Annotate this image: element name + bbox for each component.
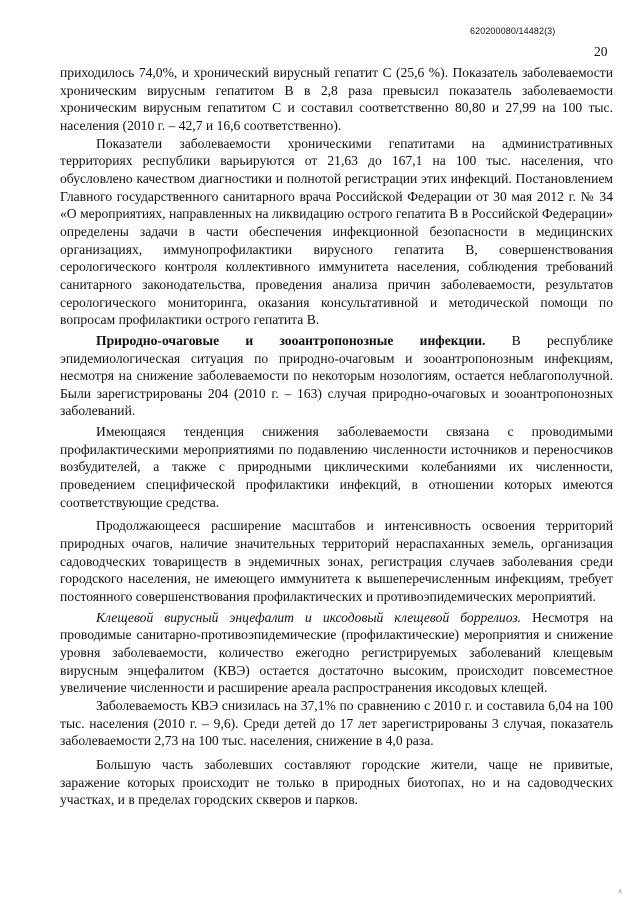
paragraph-text: Большую часть заболевших составляют городские жители, чаще не привитые, заражение которых происходит не только в природных биотопах, но и на садоводческих участках, и в пределах городских скверов и парков. — [60, 756, 613, 808]
paragraph-natural-focal-infections — [60, 332, 613, 420]
page-number: 20 — [594, 44, 608, 59]
paragraph-text: приходилось 74,0%, и хронический вирусный гепатит С (25,6 %). Показатель заболеваемости хроническим вирусным гепатитом В в 2,8 раза превысил показатель заболеваемости хроническим вирусным гепатитом С и составил соответственно 80,80 и 27,99 на 100 тыс. населения (2010 г. – 42,7 и 16,6 соответственно). — [60, 65, 613, 133]
paragraph-tick-borne-encephalitis — [60, 609, 613, 697]
document-code: 620200080/14482(3) — [470, 26, 556, 36]
paragraph-text: Продолжающееся расширение масштабов и интенсивность освоения территорий природных очагов, наличие значительных территорий нераспаханных земель, организация садоводческих товариществ в эндемичных зонах, регистрация случаев заболевания среди городского населения, не имеющего иммунитета к вышеперечисленным инфекциям, требует постоянного совершенствования профилактических и противоэпидемических мероприятий. — [60, 518, 613, 605]
paragraph-text: Заболеваемость КВЭ снизилась на 37,1% по сравнению с 2010 г. и составила 6,04 на 100 тыс. населения (2010 г. – 9,6). Среди детей до 17 лет зарегистрированы 3 случая, показатель заболеваемости 2,73 на 100 тыс. населения, снижение в 4,0 раза. — [60, 697, 613, 749]
paragraph-text: В республике эпидемиологическая ситуация по природно-очаговым и зооантропонозным инфекциям, несмотря на снижение заболеваемости по некоторым нозологиям, остается неблагополучной. Были зарегистрированы 204 (2010 г. – 163) случая природно-очаговых и зооантропонозных заболеваний. — [60, 332, 613, 419]
paragraph-expansion-of-foci — [60, 517, 613, 605]
paragraph-text: Показатели заболеваемости хроническими гепатитами на административных территориях республики варьируются от 21,63 до 167,1 на 100 тыс. населения, что обусловлено качеством диагностики и полнотой регистрации этих инфекций. Постановлением Главного государственного санитарного врача Российской Федерации от 30 мая 2012 г. № 34 «О мероприятиях, направленных на ликвидацию острого гепатита В в Российской Федерации» определены задачи в части обеспечения инфекционной безопасности в медицинских организациях, иммунопрофилактики вирусного гепатита В, совершенствования серологического контроля коллективного иммунитета населения, соблюдения требований санитарного законодательства, проведения анализа причин заболеваемости, результатов серологического мониторинга, оказания консультативной и методической помощи по вопросам профилактики острого гепатита В. — [60, 135, 613, 328]
paragraph-hepatitis-chronic-share — [60, 64, 613, 135]
section-heading-natural-focal: Природно-очаговые и зооантропонозные инфекции. — [96, 332, 486, 348]
paragraph-text: Имеющаяся тенденция снижения заболеваемости связана с проводимыми профилактическими мероприятиями по подавлению численности источников и переносчиков возбудителей, а также с природными циклическими колебаниями их численности, проведением специфической профилактики инфекций, в отношении которых имеются соответствующие средства. — [60, 424, 613, 510]
paragraph-urban-residents — [60, 756, 613, 809]
paragraph-kve-incidence — [60, 697, 613, 750]
corner-scan-mark: ᴧ — [618, 886, 622, 895]
paragraph-text: Несмотря на проводимые санитарно-противоэпидемические (профилактические) мероприятия и снижение уровня заболеваемости, количество ежегодно регистрируемых заболеваний клещевым вирусным энцефалитом (КВЭ) остается достаточно высоким, происходит повсеместное увеличение численности и расширение ареала распространения иксодовых клещей. — [60, 609, 613, 696]
body-text — [60, 64, 613, 809]
paragraph-hepatitis-territories — [60, 135, 613, 329]
paragraph-decline-tendency — [60, 423, 613, 511]
section-heading-tick-borne: Клещевой вирусный энцефалит и иксодовый клещевой боррелиоз. — [96, 609, 522, 625]
